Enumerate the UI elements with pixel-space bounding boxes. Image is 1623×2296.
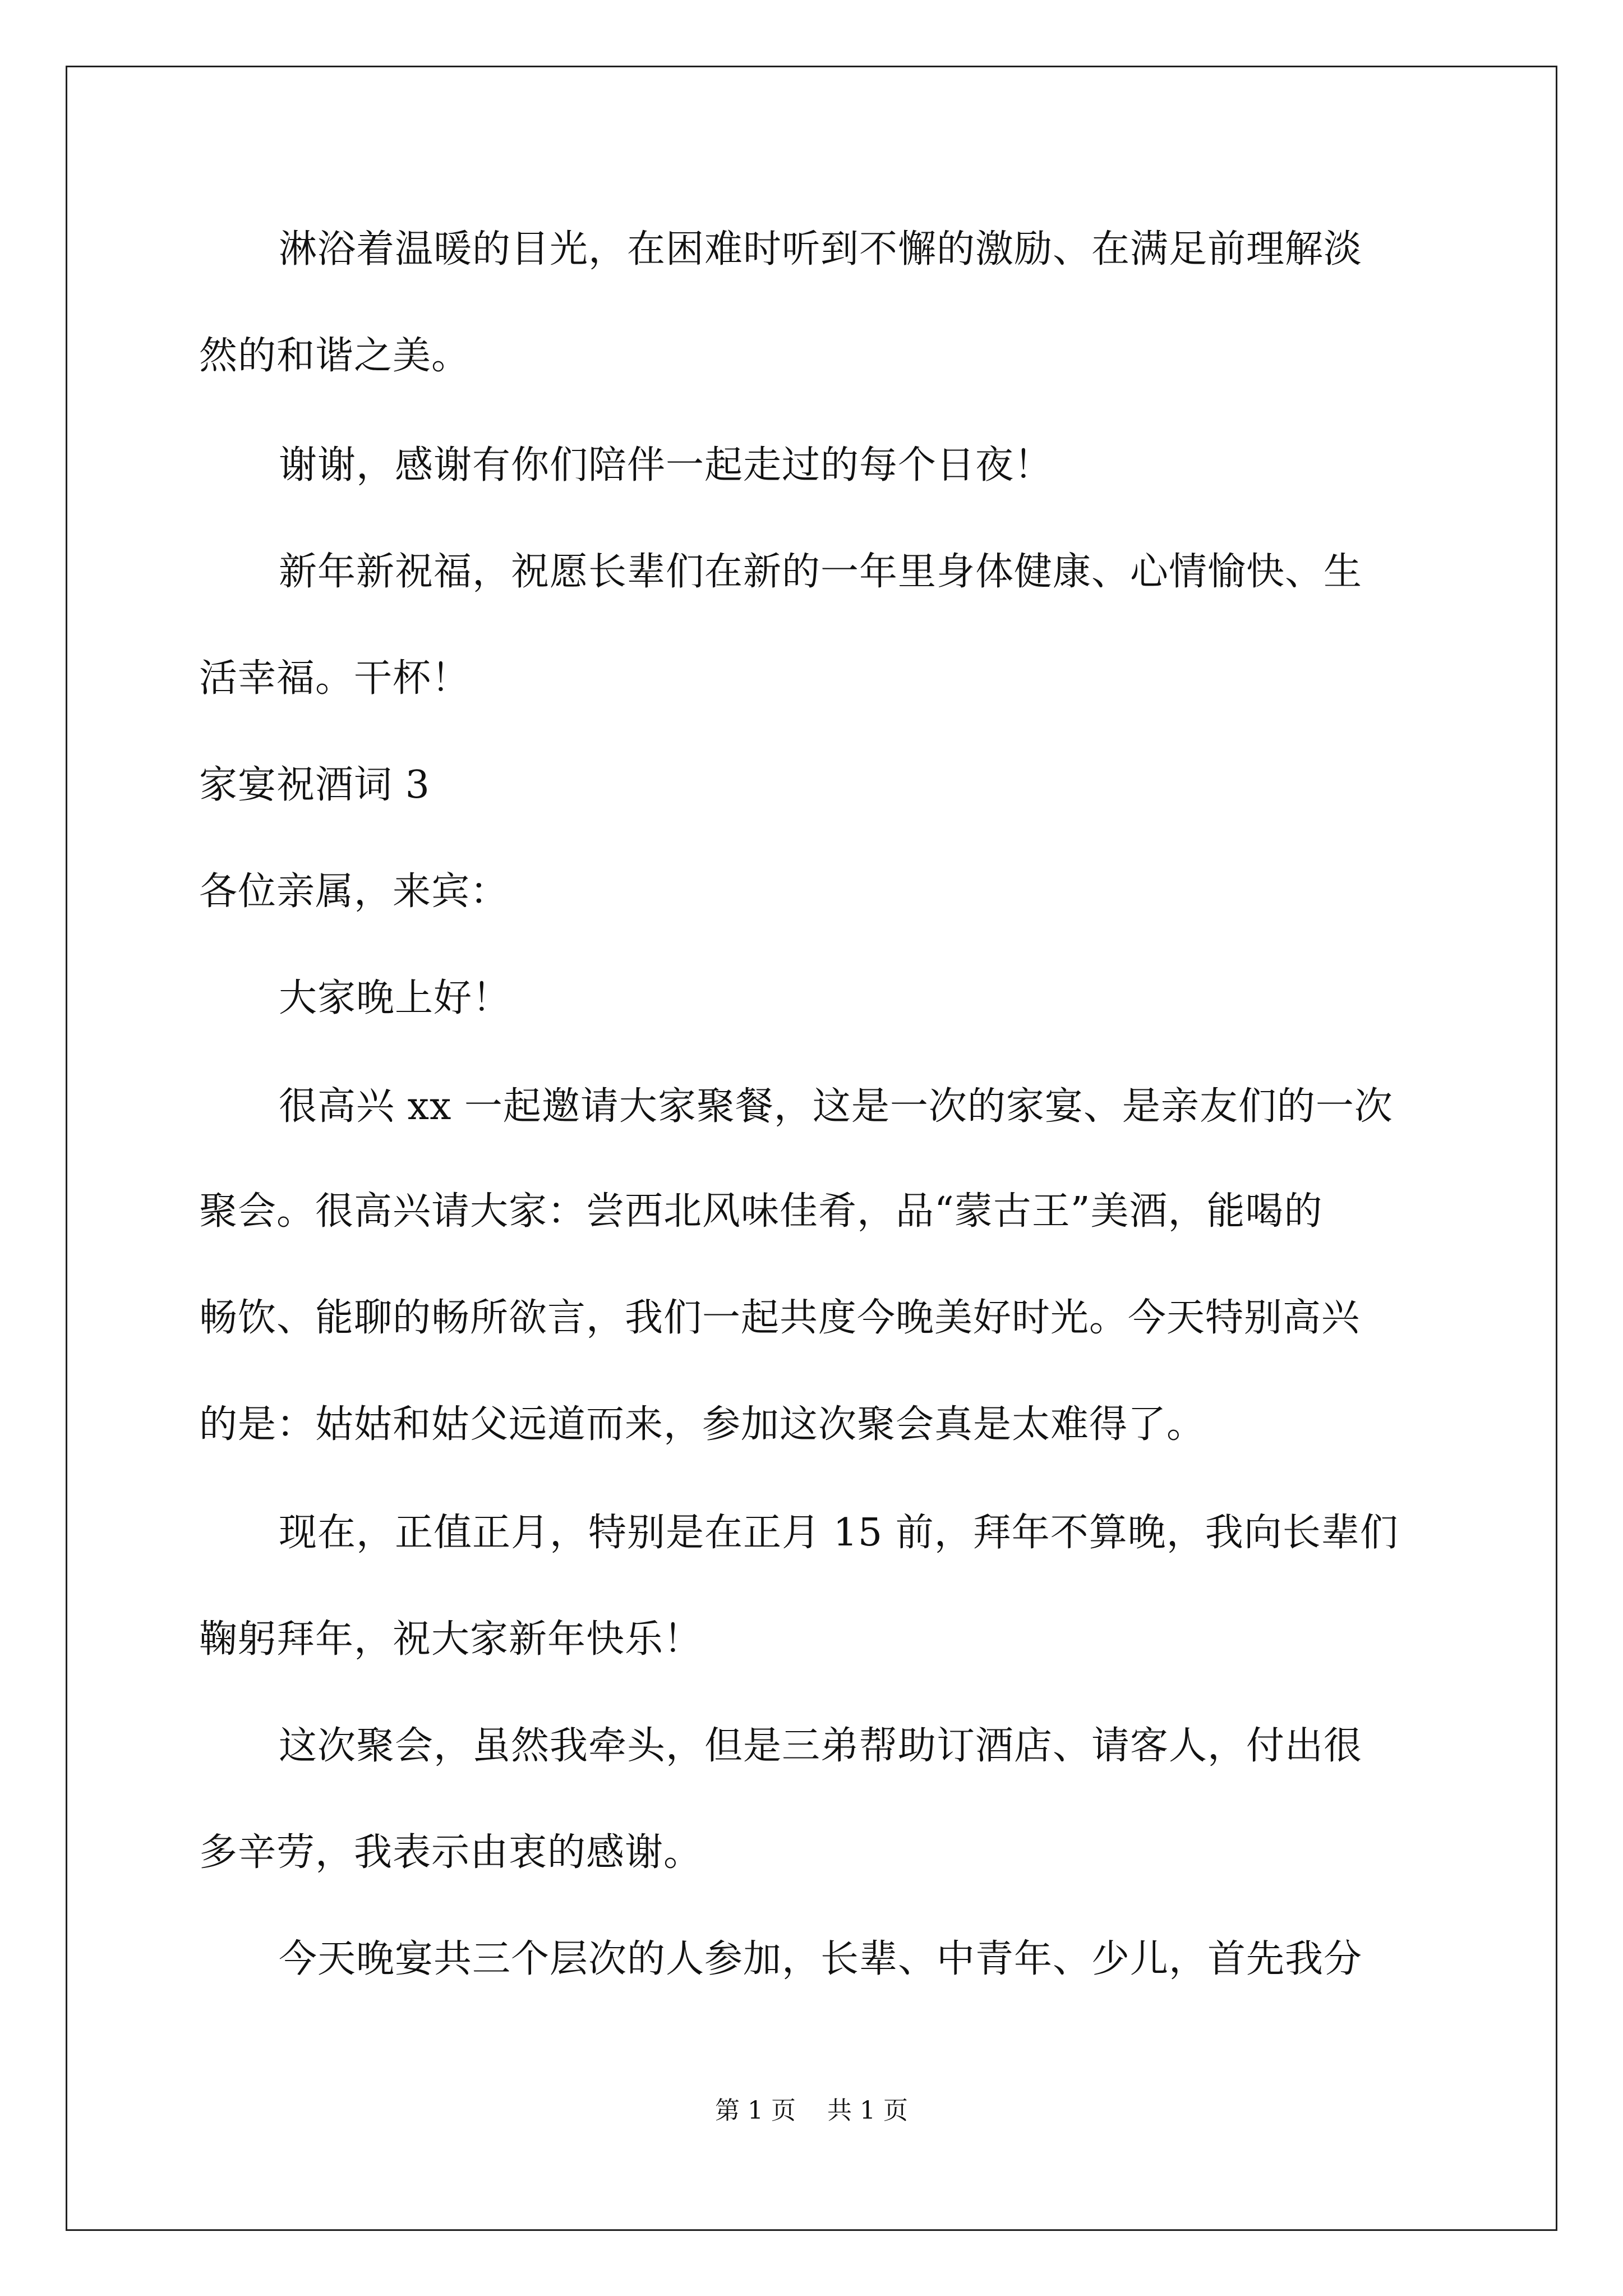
- section-heading: 家宴祝酒词 3: [199, 763, 430, 807]
- page-footer: [0, 2094, 1623, 2128]
- text-line: 谢谢，感谢有你们陪伴一起走过的每个日夜！: [279, 443, 1053, 487]
- text-line: 多辛劳，我表示由衷的感谢。: [199, 1830, 703, 1875]
- text-line: 这次聚会，虽然我牵头，但是三弟帮助订酒店、请客人，付出很: [279, 1724, 1363, 1768]
- text-line: 聚会。很高兴请大家：尝西北风味佳肴，品“蒙古王”美酒，能喝的: [199, 1189, 1323, 1234]
- text-line: 现在，正值正月，特别是在正月 15 前，拜年不算晚，我向长辈们: [279, 1511, 1399, 1555]
- text-line: 鞠躬拜年，祝大家新年快乐！: [199, 1617, 703, 1662]
- text-line: 然的和谐之美。: [199, 334, 471, 378]
- page-total: 共 1 页: [827, 2096, 908, 2125]
- text-line: 活幸福。干杯！: [199, 656, 471, 701]
- text-line: 大家晚上好！: [279, 976, 511, 1020]
- text-line: 新年新祝福，祝愿长辈们在新的一年里身体健康、心情愉快、生: [279, 550, 1363, 594]
- page-border: [66, 66, 1557, 2231]
- page-number: 第 1 页: [715, 2096, 796, 2125]
- text-line: 淋浴着温暖的目光，在困难时听到不懈的激励、在满足前理解淡: [279, 227, 1363, 272]
- text-line: 很高兴 xx 一起邀请大家聚餐，这是一次的家宴、是亲友们的一次: [279, 1084, 1393, 1129]
- salutation: 各位亲属，来宾：: [199, 869, 509, 914]
- text-line: 畅饮、能聊的畅所欲言，我们一起共度今晚美好时光。今天特别高兴: [199, 1296, 1361, 1340]
- text-line: 今天晚宴共三个层次的人参加，长辈、中青年、少儿，首先我分: [279, 1937, 1363, 1981]
- text-line: 的是：姑姑和姑父远道而来，参加这次聚会真是太难得了。: [199, 1402, 1206, 1447]
